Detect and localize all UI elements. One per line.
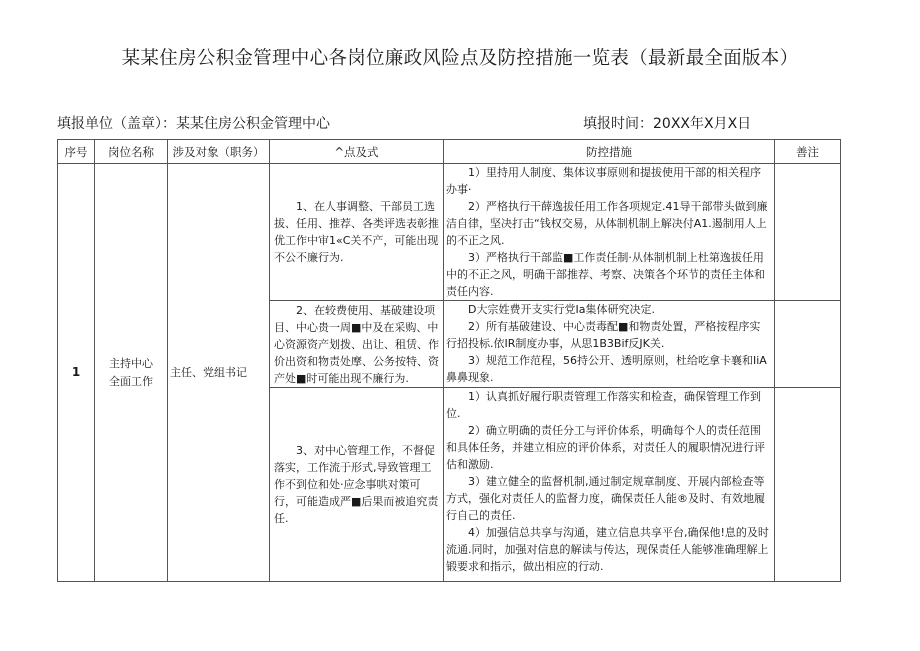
header-role: 涉及对象（职务） [168, 140, 270, 164]
measures-group-2 [444, 301, 775, 388]
measure-1-2: 2）严格执行干薛逸拔任用工作各项规定.41导干部带头做到廉洁自律，坚决打击“钱权交易，从体制机制上解决付A1.遏制用人上的不正之风. [446, 200, 768, 247]
risk-text-1: 1、在人事调整、干部员工选拔、任用、推荐、各类评选表彰推优工作中审1«C关不产，可能出现不公不廉行为. [274, 200, 439, 264]
measure-3-2: 2）确立明确的责任分工与评价体系，明确每个人的责任范围和具体任务，并建立相应的评价体系，对责任人的履职情况进行评估和激励. [446, 424, 765, 471]
header-risk: ^点及式 [270, 140, 444, 164]
risk-text-2: 2、在较费使用、基破建设项目、中心贵一周■中及在采购、中心资源资产划拨、出让、租赁、作价出资和物责处摩、公务按特、资产处■时可能出现不廉行为. [274, 303, 439, 385]
measure-3-1: 1）认真抓好履行职责管理工作落实和检查，确保管理工作到位. [446, 390, 761, 420]
risk-text-3: 3、对中心管理工作，不督促落实，工作流于形式,导致管理工作不到位和处·应念事哄对策可行，可能造成严■后果而被追究责任. [274, 444, 439, 525]
measure-2-3: 3）规范工作范程，56持公开、透明原则，杜给吃拿卡襄和IiA鼻鼻现象. [446, 354, 767, 384]
header-remarks: 善注 [775, 140, 841, 164]
remarks-cell-1 [775, 164, 841, 301]
remarks-cell-3 [775, 388, 841, 582]
measures-group-1 [444, 164, 775, 301]
risk-point-1 [270, 164, 444, 301]
risk-control-table [57, 139, 841, 582]
row-seq: 1 [58, 164, 95, 582]
measure-2-2: 2）所有基破建设、中心责毒配■和物责处置，严格按程序实行招投标.依IR制度办事，从思1B3Bif反JK关. [446, 320, 761, 350]
measure-1-3: 3）严格执行干部监■工作责任制·从体制机制上杜第逸拔任用中的不正之风，明确干部推荐、考察、决策各个环节的责任主体和责任内容. [446, 251, 765, 298]
row-post: 主持中心全面工作 [95, 164, 168, 582]
header-seq: 序号 [58, 140, 95, 164]
remarks-cell-2 [775, 301, 841, 388]
measure-3-4: 4）加强信总共享与沟通，建立信息共享平台,确保他!息的及时流通.同时，加强对信息的解读与传达，现保责任人能够准确理解上锻要求和指示，做出相应的行动. [446, 526, 769, 573]
document-title: 某某住房公积金管理中心各岗位廉政风险点及防控措施一览表（最新最全面版本） [121, 48, 799, 69]
header-measures: 防控措施 [444, 140, 775, 164]
risk-point-2 [270, 301, 444, 388]
measure-1-1: 1）里持用人制度、集体议事原则和提拔使用干部的相关程序办事· [446, 166, 761, 196]
measure-3-3: 3）建立健全的监督机制,通过制定规章制度、开展内部检查等方式，强化对责任人的监督力度，确保责任人能®及时、有效地履行自己的责任. [446, 475, 765, 522]
risk-point-3 [270, 388, 444, 582]
filling-unit: 填报单位（盖章）：某某住房公积金管理中心 [57, 116, 330, 132]
table-header-row [58, 140, 841, 164]
row-role: 主任、党组书记 [168, 164, 270, 582]
measure-2-1: D大宗姓费开支实行党Ia集体研究决定. [468, 303, 655, 316]
table-row [58, 164, 841, 301]
measures-group-3 [444, 388, 775, 582]
filling-time: 填报时间：20XX年X月X日 [583, 116, 752, 132]
header-post: 岗位名称 [95, 140, 168, 164]
